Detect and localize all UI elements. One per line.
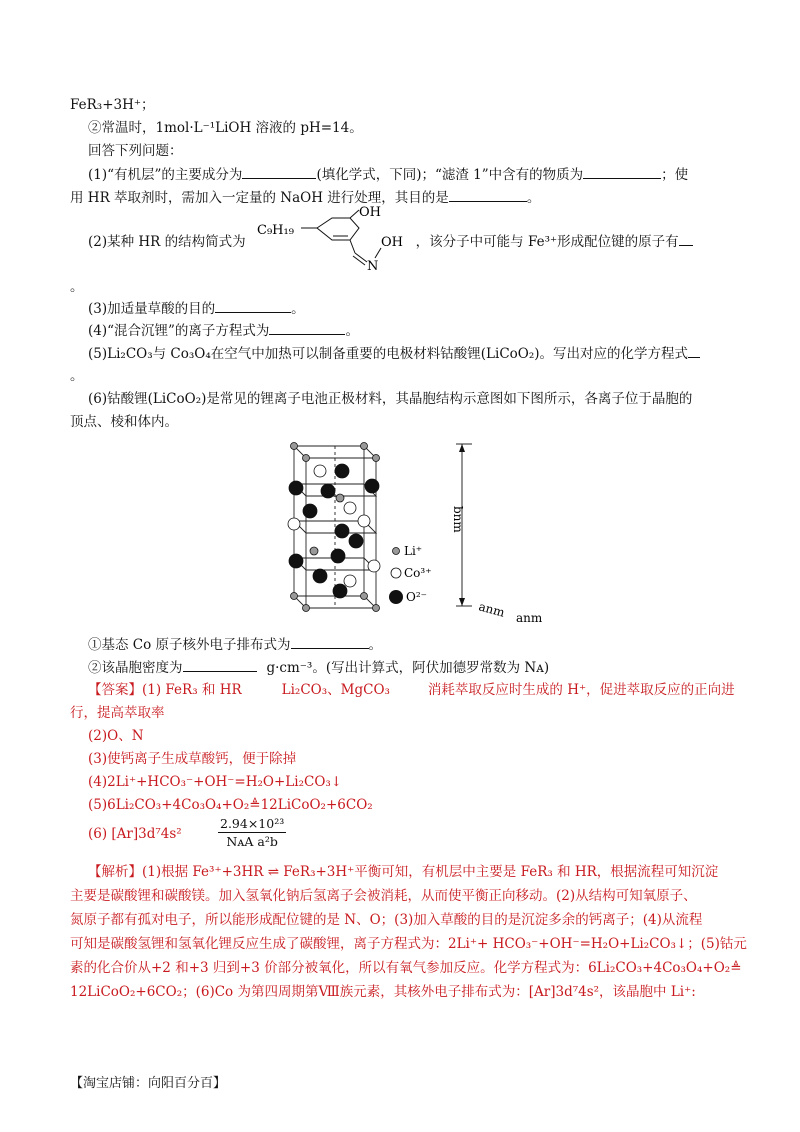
legend-o: O²⁻	[406, 590, 427, 604]
dim-a-label: anm	[516, 611, 543, 625]
footer-shop-label: 【淘宝店铺：向阳百分百】	[70, 1076, 227, 1091]
question-3: (3)加适量草酸的目的 。	[88, 298, 305, 319]
text-line: 。	[70, 279, 84, 295]
density-fraction: 2.94×10²³ NᴀA a²b	[220, 816, 285, 849]
dim-a-label: anm	[477, 599, 507, 620]
text-line: FeR₃+3H⁺；	[70, 97, 155, 113]
legend-co: Co³⁺	[404, 566, 432, 580]
o-legend-icon	[389, 590, 403, 604]
answer-line: (4)2Li⁺+HCO₃⁻+OH⁻=H₂O+Li₂CO₃↓	[88, 774, 343, 790]
text-line: 顶点、棱和体内。	[70, 414, 178, 430]
answer-tag: 【答案】	[88, 682, 142, 698]
question-1: (1)“有机层”的主要成分为 (填化学式，下同)；“滤渣 1”中含有的物质为 ；使	[88, 164, 688, 185]
crystal-cell-diagram	[280, 436, 570, 630]
answer-line: (6) [Ar]3d⁷4s²	[88, 826, 182, 842]
oh-label: OH	[381, 235, 403, 250]
answer-blank	[269, 320, 345, 335]
answer-blank	[183, 657, 257, 672]
analysis-line: 【解析】(1)根据 Fe³⁺+3HR ⇌ FeR₃+3H⁺平衡可知，有机层中主要是 FeR₃ 和 HR，根据流程可知沉淀	[88, 864, 719, 880]
answer-blank	[291, 634, 369, 649]
answer-line: (3)使钙离子生成草酸钙，便于除掉	[88, 751, 297, 767]
analysis-line: 12LiCoO₂+6CO₂；(6)Co 为第四周期第Ⅷ族元素，其核外电子排布式为：[Ar]3d⁷4s²，该晶胞中 Li⁺:	[70, 984, 696, 1000]
hr-structure-diagram	[255, 198, 430, 278]
question-2: (2)某种 HR 的结构简式为 ，该分子中可能与 Fe³⁺形成配位键的原子有	[88, 231, 693, 252]
answer-blank	[679, 231, 693, 246]
answer-line: 【答案】(1) FeR₃ 和 HR Li₂CO₃、MgCO₃ 消耗萃取反应时生成的 H⁺，促进萃取反应的正向进	[88, 682, 735, 698]
answer-blank	[242, 164, 316, 179]
c9h19-label: C₉H₁₉	[257, 223, 294, 238]
answer-line: (2)O、N	[88, 728, 144, 744]
analysis-line: 素的化合价从+2 和+3 归到+3 价部分被氧化，所以有氧气参加反应。化学方程式为：6Li₂CO₃+4Co₃O₄+O₂≜	[70, 960, 742, 976]
li-legend-icon	[393, 548, 400, 555]
answer-blank	[215, 298, 291, 313]
answer-blank	[449, 187, 527, 202]
text-line: ②常温时，1mol·L⁻¹LiOH 溶液的 pH=14。	[88, 120, 363, 136]
dim-b-label: bnm	[451, 506, 465, 533]
question-6: (6)钴酸锂(LiCoO₂)是常见的锂离子电池正极材料，其晶胞结构示意图如下图所示，各离子位于晶胞的	[88, 391, 693, 407]
answer-blank	[688, 343, 700, 358]
oh-label: OH	[359, 205, 381, 220]
text-line: 回答下列问题：	[88, 143, 183, 159]
question-1-cont: 用 HR 萃取剂时，需加入一定量的 NaOH 进行处理，其目的是 。	[70, 187, 540, 208]
answer-line: (5)6Li₂CO₃+4Co₃O₄+O₂≜12LiCoO₂+6CO₂	[88, 797, 373, 813]
analysis-line: 主要是碳酸锂和碳酸镁。加入氢氧化钠后氢离子会被消耗，从而使平衡正向移动。(2)从结构可知氧原子、	[70, 888, 697, 904]
analysis-tag: 【解析】	[88, 864, 142, 880]
analysis-line: 氮原子都有孤对电子，所以能形成配位键的是 N、O；(3)加入草酸的目的是沉淀多余的钙离子；(4)从流程	[70, 912, 703, 928]
answer-blank	[583, 164, 661, 179]
question-6-1: ①基态 Co 原子核外电子排布式为 。	[88, 634, 382, 655]
analysis-line: 可知是碳酸氢锂和氢氧化锂反应生成了碳酸锂，离子方程式为：2Li⁺+ HCO₃⁻+OH⁻=H₂O+Li₂CO₃↓；(5)钴元	[70, 936, 747, 952]
text-line: 。	[70, 368, 84, 384]
question-5: (5)Li₂CO₃与 Co₃O₄在空气中加热可以制备重要的电极材料钴酸锂(LiCoO₂)。写出对应的化学方程式	[88, 343, 700, 364]
answer-line: 行，提高萃取率	[70, 705, 165, 721]
legend-li: Li⁺	[404, 544, 423, 558]
co-legend-icon	[391, 568, 401, 578]
question-4: (4)“混合沉锂”的离子方程式为 。	[88, 320, 359, 341]
question-6-2: ②该晶胞密度为 g·cm⁻³。(写出计算式，阿伏加德罗常数为 Nᴀ)	[88, 657, 549, 678]
n-label: N	[367, 259, 379, 274]
